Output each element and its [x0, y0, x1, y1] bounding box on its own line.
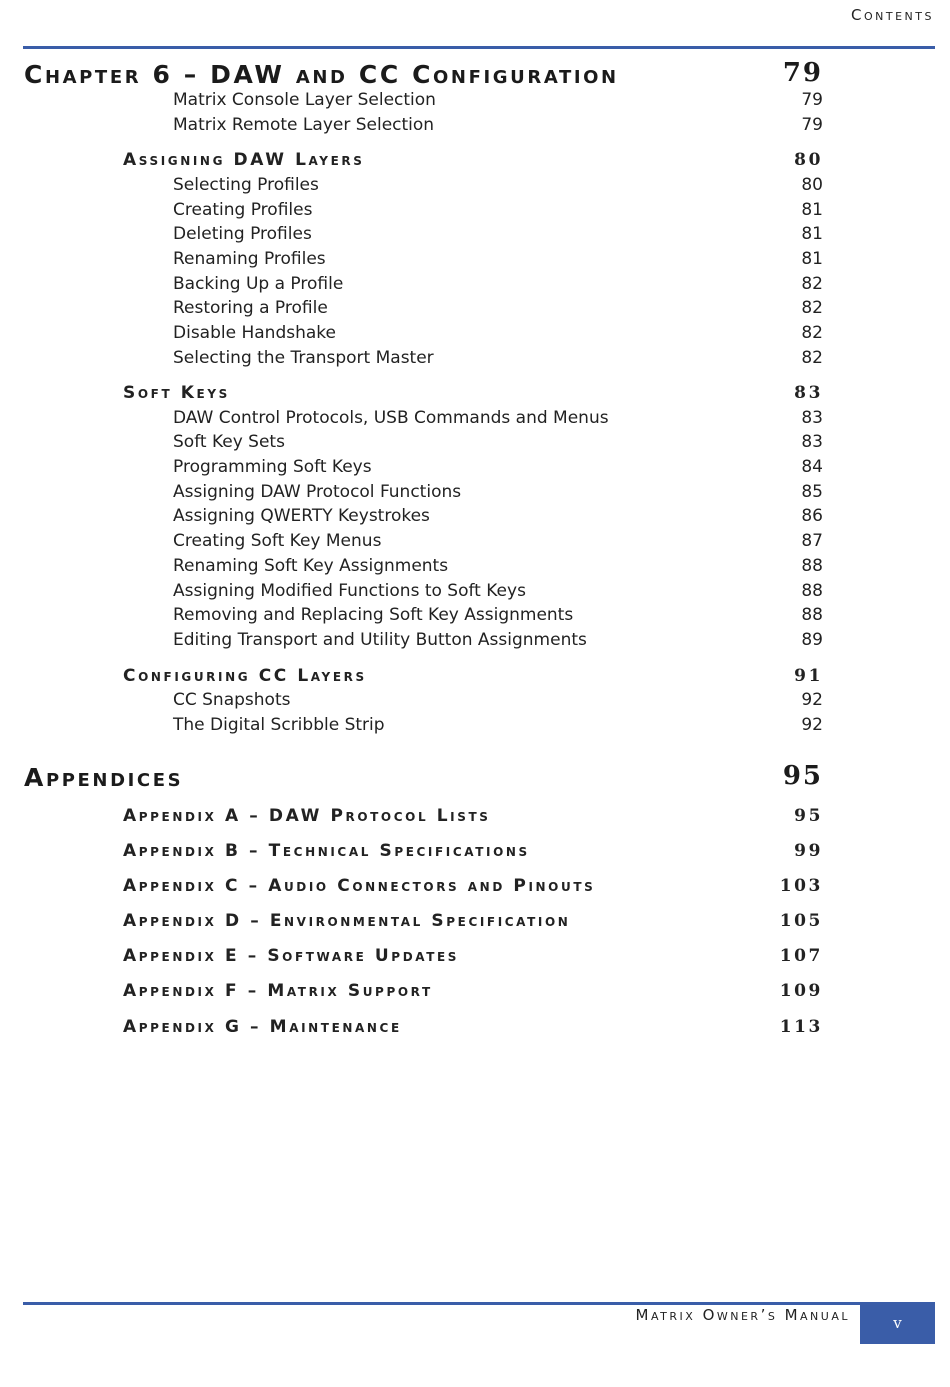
toc-entry-title: Matrix Console Layer Selection — [173, 90, 436, 110]
toc-section[interactable] — [0, 383, 950, 409]
header-rule — [23, 46, 935, 49]
toc-entry-title: Chapter 6 – DAW and CC Configuration — [24, 60, 619, 89]
toc-item[interactable] — [0, 249, 950, 275]
toc-entry-page: 81 — [801, 200, 823, 220]
toc-chapter[interactable] — [0, 58, 950, 89]
toc-entry-page: 83 — [801, 408, 823, 428]
toc-entry-title: Creating Profiles — [173, 200, 313, 220]
toc-entry-title: Restoring a Profile — [173, 298, 328, 318]
toc-entry-title: CC Snapshots — [173, 690, 291, 710]
toc-entry-title: Editing Transport and Utility Button Assignments — [173, 630, 587, 650]
toc-entry-page: 82 — [801, 323, 823, 343]
toc-entry-page: 82 — [801, 348, 823, 368]
toc-entry-title: DAW Control Protocols, USB Commands and Menus — [173, 408, 609, 428]
running-head: Contents — [851, 6, 934, 24]
toc-entry-title: Appendix E – Software Updates — [123, 946, 460, 966]
toc-entry-page: 79 — [782, 58, 823, 88]
toc-item[interactable] — [0, 506, 950, 532]
toc-item[interactable] — [0, 556, 950, 582]
toc-item[interactable] — [0, 224, 950, 250]
toc-entry-page: 80 — [794, 150, 823, 170]
toc-entry-page: 88 — [801, 556, 823, 576]
toc-entry-page: 83 — [801, 432, 823, 452]
toc-entry-title: Appendix C – Audio Connectors and Pinouts — [123, 876, 596, 896]
toc-item[interactable] — [0, 432, 950, 458]
toc-section[interactable] — [0, 876, 950, 902]
toc-section[interactable] — [0, 981, 950, 1007]
toc-entry-page: 109 — [779, 981, 823, 1001]
toc-entry-title: Assigning Modified Functions to Soft Keys — [173, 581, 526, 601]
toc-section[interactable] — [0, 150, 950, 176]
toc-entry-title: Assigning DAW Protocol Functions — [173, 482, 462, 502]
toc-entry-title: Backing Up a Profile — [173, 274, 344, 294]
toc-entry-page: 95 — [794, 806, 823, 826]
toc-entry-page: 92 — [801, 690, 823, 710]
toc-entry-page: 81 — [801, 224, 823, 244]
toc-entry-page: 99 — [794, 841, 823, 861]
toc-entry-title: Creating Soft Key Menus — [173, 531, 382, 551]
toc-entry-title: Programming Soft Keys — [173, 457, 372, 477]
toc-entry-page: 79 — [801, 90, 823, 110]
toc-item[interactable] — [0, 581, 950, 607]
toc-entry-page: 87 — [801, 531, 823, 551]
toc-item[interactable] — [0, 482, 950, 508]
toc-entry-title: Deleting Profiles — [173, 224, 312, 244]
toc-entry-title: Soft Key Sets — [173, 432, 285, 452]
toc-entry-page: 113 — [779, 1017, 823, 1037]
toc-entry-title: Assigning QWERTY Keystrokes — [173, 506, 430, 526]
toc-item[interactable] — [0, 200, 950, 226]
toc-item[interactable] — [0, 715, 950, 741]
toc-entry-page: 86 — [801, 506, 823, 526]
toc-entry-title: Configuring CC Layers — [123, 666, 367, 686]
toc-entry-page: 82 — [801, 274, 823, 294]
toc-entry-title: Renaming Soft Key Assignments — [173, 556, 449, 576]
toc-item[interactable] — [0, 274, 950, 300]
toc-entry-page: 107 — [779, 946, 823, 966]
toc-entry-title: Renaming Profiles — [173, 249, 326, 269]
toc-entry-page: 80 — [801, 175, 823, 195]
toc-entry-title: Selecting the Transport Master — [173, 348, 434, 368]
toc-entry-page: 103 — [779, 876, 823, 896]
toc-item[interactable] — [0, 690, 950, 716]
toc-item[interactable] — [0, 457, 950, 483]
toc-entry-title: The Digital Scribble Strip — [173, 715, 385, 735]
toc-entry-page: 89 — [801, 630, 823, 650]
toc-entry-page: 88 — [801, 605, 823, 625]
toc-entry-page: 88 — [801, 581, 823, 601]
toc-entry-page: 83 — [794, 383, 823, 403]
toc-section[interactable] — [0, 946, 950, 972]
toc-entry-page: 84 — [801, 457, 823, 477]
toc-section[interactable] — [0, 911, 950, 937]
toc-entry-page: 85 — [801, 482, 823, 502]
toc-entry-title: Appendix A – DAW Protocol Lists — [123, 806, 491, 826]
toc-item[interactable] — [0, 90, 950, 116]
toc-entry-title: Selecting Profiles — [173, 175, 319, 195]
toc-entry-title: Soft Keys — [123, 383, 230, 403]
toc-item[interactable] — [0, 348, 950, 374]
toc-entry-page: 92 — [801, 715, 823, 735]
toc-entry-page: 79 — [801, 115, 823, 135]
toc-entry-title: Assigning DAW Layers — [123, 150, 365, 170]
toc-entry-title: Disable Handshake — [173, 323, 336, 343]
toc-entry-title: Removing and Replacing Soft Key Assignments — [173, 605, 574, 625]
toc-entry-title: Appendices — [24, 763, 184, 792]
page-number: v — [860, 1303, 935, 1344]
toc-section[interactable] — [0, 841, 950, 867]
toc-entry-page: 82 — [801, 298, 823, 318]
toc-entry-page: 81 — [801, 249, 823, 269]
toc-item[interactable] — [0, 408, 950, 434]
toc-entry-title: Appendix B – Technical Specifications — [123, 841, 530, 861]
toc-item[interactable] — [0, 531, 950, 557]
toc-entry-title: Appendix F – Matrix Support — [123, 981, 433, 1001]
toc-section[interactable] — [0, 666, 950, 692]
toc-item[interactable] — [0, 175, 950, 201]
toc-entry-title: Appendix D – Environmental Specification — [123, 911, 571, 931]
toc-entry-page: 105 — [779, 911, 823, 931]
toc-item[interactable] — [0, 115, 950, 141]
toc-chapter[interactable] — [0, 761, 950, 792]
footer-rule — [23, 1302, 935, 1305]
toc-item[interactable] — [0, 605, 950, 631]
toc-entry-title: Appendix G – Maintenance — [123, 1017, 402, 1037]
toc-item[interactable] — [0, 630, 950, 656]
toc-section[interactable] — [0, 1017, 950, 1043]
toc-entry-page: 91 — [794, 666, 823, 686]
toc-item[interactable] — [0, 298, 950, 324]
footer-manual-title: Matrix Owner’s Manual — [635, 1306, 850, 1324]
toc-section[interactable] — [0, 806, 950, 832]
toc-entry-title: Matrix Remote Layer Selection — [173, 115, 435, 135]
toc-item[interactable] — [0, 323, 950, 349]
toc-entry-page: 95 — [782, 761, 823, 791]
